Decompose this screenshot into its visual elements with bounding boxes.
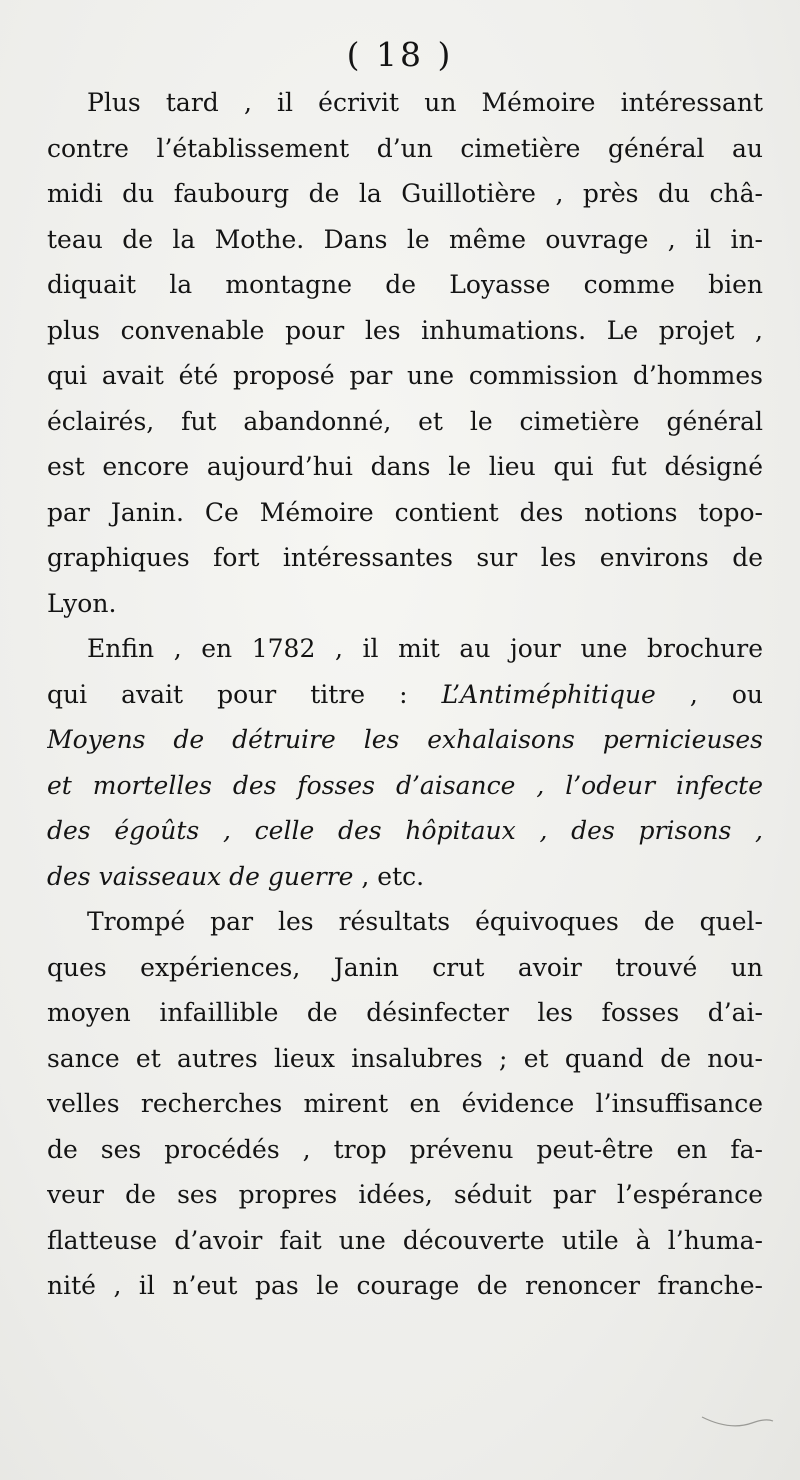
- text-line: Lyon.: [47, 588, 117, 618]
- text-line: Trompé par les résultats équivoques de quel-: [87, 907, 763, 936]
- text-line: velles recherches mirent en évidence l’insuffisance: [47, 1089, 763, 1118]
- text-line: veur de ses propres idées, séduit par l’espérance: [47, 1180, 763, 1209]
- body-text: [47, 80, 763, 1309]
- text-line: est encore aujourd’hui dans le lieu qui fut désigné: [47, 452, 763, 481]
- text-line: [47, 626, 763, 672]
- text-line: qui avait été proposé par une commission d’hommes: [47, 361, 763, 390]
- text-line: flatteuse d’avoir fait une découverte utile à l’huma-: [47, 1225, 763, 1255]
- text-run: qui avait pour titre :: [47, 679, 442, 709]
- text-run: Enfin , en 1782 , il mit au jour une brochure: [87, 634, 763, 663]
- text-line: de ses procédés , trop prévenu peut-être en fa-: [47, 1134, 763, 1164]
- paragraph-1: [47, 80, 763, 626]
- text-line: des égoûts , celle des hôpitaux , des prisons ,: [47, 816, 763, 845]
- text-line: [47, 672, 763, 718]
- text-line: éclairés, fut abandonné, et le cimetière général: [47, 406, 763, 436]
- text-line: graphiques fort intéressantes sur les environs de: [47, 543, 763, 572]
- italic-title: L’Antiméphitique: [441, 679, 656, 709]
- text-line: ques expériences, Janin crut avoir trouvé un: [47, 952, 763, 982]
- italic-title: des vaisseaux de guerre: [47, 861, 354, 891]
- text-line: par Janin. Ce Mémoire contient des notions topo-: [47, 497, 763, 527]
- text-line: et mortelles des fosses d’aisance , l’odeur infecte: [47, 770, 763, 800]
- text-line: plus convenable pour les inhumations. Le projet ,: [47, 315, 763, 345]
- text-line: contre l’établissement d’un cimetière général au: [47, 133, 763, 163]
- text-line: nité , il n’eut pas le courage de renoncer franche-: [47, 1271, 763, 1300]
- paragraph-2: [47, 626, 763, 899]
- text-line: diquait la montagne de Loyasse comme bien: [47, 270, 763, 299]
- text-line: [47, 854, 763, 900]
- text-line: moyen infaillible de désinfecter les fosses d’ai-: [47, 998, 763, 1027]
- page-number: ( 18 ): [346, 35, 454, 74]
- text-line: Moyens de détruire les exhalaisons pernicieuses: [47, 725, 763, 754]
- text-line: midi du faubourg de la Guillotière , près du châ-: [47, 179, 763, 208]
- text-line: sance et autres lieux insalubres ; et quand de nou-: [47, 1043, 763, 1073]
- text-run: , etc.: [353, 861, 425, 891]
- text-run: , ou: [655, 679, 763, 709]
- text-line: teau de la Mothe. Dans le même ouvrage , il in-: [47, 224, 763, 254]
- paragraph-3: [47, 899, 763, 1309]
- page-smudge: [700, 1405, 775, 1435]
- text-line: Plus tard , il écrivit un Mémoire intéressant: [87, 88, 763, 117]
